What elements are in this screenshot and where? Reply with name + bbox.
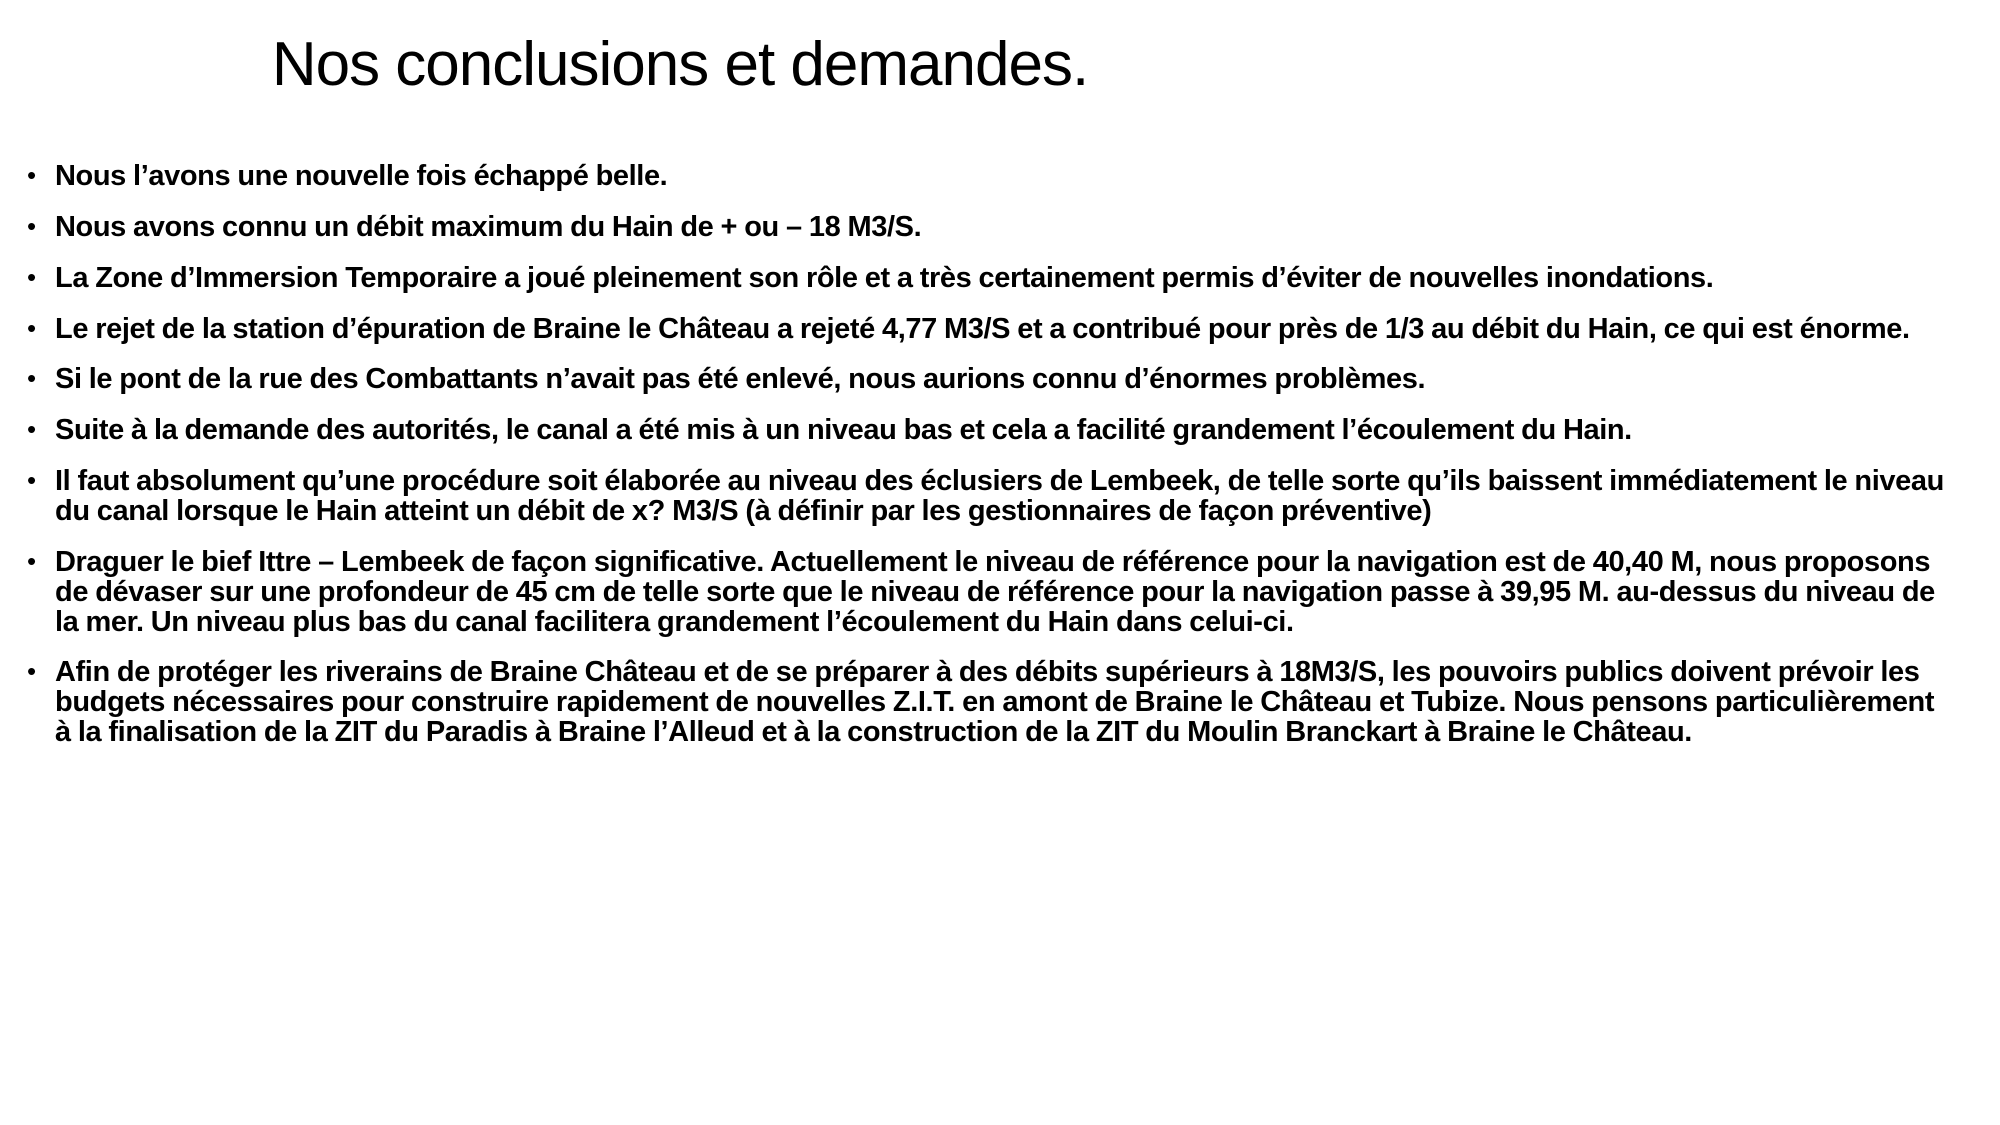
- bullet-item: • La Zone d’Immersion Temporaire a joué pleinement son rôle et a très certainement permis d’éviter de nouvelles inondations.: [25, 264, 1950, 294]
- bullet-item: • Draguer le bief Ittre – Lembeek de façon significative. Actuellement le niveau de référence pour la navigation est de 40,40 M, nous proposons de dévaser sur une profondeur de 45 cm de telle sorte que le niveau de référence pour la navigation passe à 39,95 M. au-dessus du niveau de la mer. Un niveau plus bas du canal facilitera grandement l’écoulement du Hain dans celui-ci.: [25, 548, 1950, 638]
- bullet-item: • Il faut absolument qu’une procédure soit élaborée au niveau des éclusiers de Lembeek, de telle sorte qu’ils baissent immédiatement le niveau du canal lorsque le Hain atteint un débit de x? M3/S (à définir par les gestionnaires de façon préventive): [25, 467, 1950, 527]
- bullet-list: [25, 162, 1950, 769]
- bullet-item: • Le rejet de la station d’épuration de Braine le Château a rejeté 4,77 M3/S et a contribué pour près de 1/3 au débit du Hain, ce qui est énorme.: [25, 315, 1950, 345]
- bullet-item: • Si le pont de la rue des Combattants n’avait pas été enlevé, nous aurions connu d’énormes problèmes.: [25, 365, 1950, 395]
- bullet-item: • Nous avons connu un débit maximum du Hain de + ou – 18 M3/S.: [25, 213, 1950, 243]
- slide-title: Nos conclusions et demandes.: [271, 30, 1089, 99]
- bullet-item: • Afin de protéger les riverains de Braine Château et de se préparer à des débits supérieurs à 18M3/S, les pouvoirs publics doivent prévoir les budgets nécessaires pour construire rapidement de nouvelles Z.I.T. en amont de Braine le Château et Tubize. Nous pensons particulièrement à la finalisation de la ZIT du Paradis à Braine l’Alleud et à la construction de la ZIT du Moulin Branckart à Braine le Château.: [25, 658, 1950, 748]
- bullet-item: • Nous l’avons une nouvelle fois échappé belle.: [25, 162, 1950, 192]
- bullet-item: • Suite à la demande des autorités, le canal a été mis à un niveau bas et cela a facilité grandement l’écoulement du Hain.: [25, 416, 1950, 446]
